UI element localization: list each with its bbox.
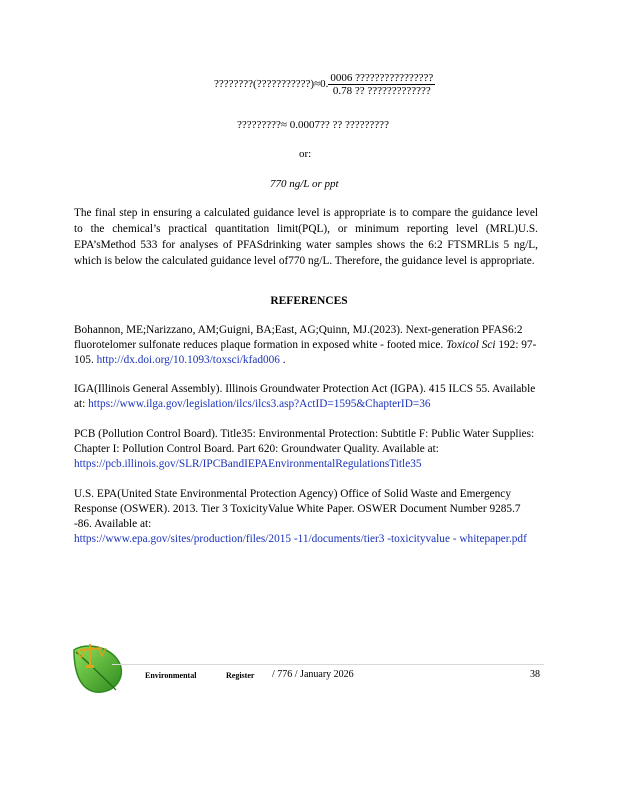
- footer-issue: / 776 / January 2026: [272, 669, 354, 680]
- page-number: 38: [530, 669, 540, 680]
- equation-1-numerator: 0006 ????????????????: [330, 72, 434, 84]
- reference-text: PCB (Pollution Control Board). Title35: Environmental Protection: Subtitle F: Public Water Supplies: Chapter I: Pollution Control Board. Part 620: Groundwater Quality. Available at:: [74, 428, 535, 455]
- or-text: or:: [299, 148, 312, 160]
- reference-link[interactable]: https://pcb.illinois.gov/SLR/IPCBandIEPAEnvironmentalRegulationsTitle35: [74, 458, 422, 470]
- reference-citation: 192: 97-105.: [74, 339, 537, 366]
- leaf-scale-icon: [72, 640, 126, 696]
- equation-1-lhs: ????????(???????????)≈: [214, 78, 321, 91]
- references-heading: REFERENCES: [270, 295, 348, 307]
- reference-item: [74, 427, 538, 472]
- equation-1-prefix: 0.: [320, 78, 329, 91]
- footer-rule: [112, 664, 544, 665]
- equation-1-fraction: [328, 72, 435, 97]
- footer-register: Register: [226, 671, 255, 680]
- reference-journal: Toxicol Sci: [446, 339, 496, 351]
- equation-1-denominator: 0.78 ?? ?????????????: [332, 85, 431, 97]
- reference-text: Bohannon, ME;Narizzano, AM;Guigni, BA;East, AG;Quinn, MJ.(2023). Next-generation PFAS6:2 fluorotelomer sulfonate reduces plaque formation in exposed white - footed mice.: [74, 324, 523, 351]
- equation-2: ?????????≈ 0.0007?? ?? ?????????: [237, 119, 389, 131]
- reference-text: U.S. EPA(United State Environmental Protection Agency) Office of Solid Waste and Emergency Response (OSWER). 2013. Tier 3 ToxicityValue White Paper. OSWER Document Number 9285.7 -86. Available at:: [74, 488, 521, 530]
- reference-item: [74, 323, 538, 368]
- equation-1: [214, 72, 435, 97]
- environmental-register-logo: [72, 640, 126, 696]
- reference-link[interactable]: https://www.epa.gov/sites/production/files/2015 -11/documents/tier3 -toxicityvalue - whitepaper.pdf: [74, 533, 527, 545]
- reference-link[interactable]: https://www.ilga.gov/legislation/ilcs/ilcs3.asp?ActID=1595&ChapterID=36: [88, 398, 431, 410]
- footer-publication: Environmental: [145, 671, 197, 680]
- reference-text: IGA(Illinois General Assembly). Illinois Groundwater Protection Act (IGPA). 415 ILCS 55. Available at:: [74, 383, 536, 410]
- reference-item: [74, 487, 538, 547]
- result-value: 770 ng/L or ppt: [270, 178, 339, 190]
- reference-tail: .: [279, 354, 286, 366]
- body-paragraph: The final step in ensuring a calculated guidance level is appropriate is to compare the guidance level to the chemical’s practical quantitation limit(PQL), or minimum reporting level (MRL)U.S. EPA’sMethod 533 for analyses of PFASdrinking water samples shows the 6:2 FTSMRLis 5 ng/L, which is below the calculated guidance level of770 ng/L. Therefore, the guidance level is appropriate.: [74, 207, 538, 267]
- reference-item: [74, 382, 538, 412]
- reference-link[interactable]: http://dx.doi.org/10.1093/toxsci/kfad006: [96, 354, 280, 366]
